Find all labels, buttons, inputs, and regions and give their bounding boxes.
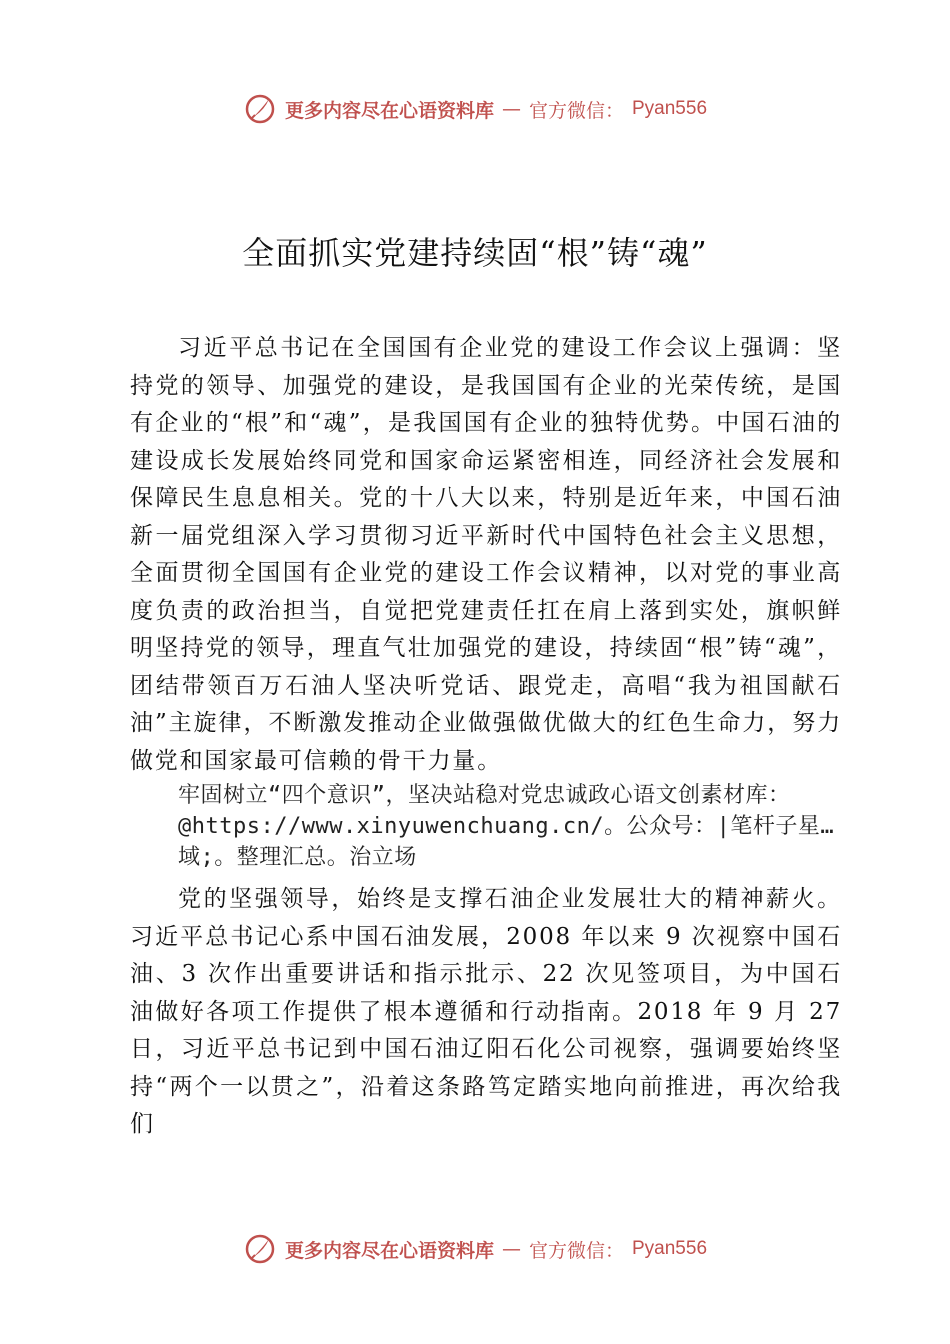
footer-banner — [0, 1232, 950, 1266]
header-separator: — — [501, 98, 521, 120]
quill-logo-icon — [243, 1232, 277, 1266]
paragraph-leadership: 党的坚强领导，始终是支撑石油企业发展壮大的精神薪火。习近平总书记心系中国石油发展，2008 年以来 9 次视察中国石油、3 次作出重要讲话和指示批示、22 次见签项目，为中国石油做好各项工作提供了根本遵循和行动指南。2018 年 9 月 27 日，习近平总书记到中国石油辽阳石化公司视察，强调要始终坚持“两个一以贯之”，沿着这条路笃定踏实地向前推进，再次给我们 — [130, 886, 842, 1137]
document-title: 全面抓实党建持续固“根”铸“魂” — [242, 234, 708, 272]
footer-brand: 更多内容尽在心语资料库 — [284, 1239, 494, 1262]
header-banner — [0, 92, 950, 126]
footer-wechat-id: Pyan556 — [632, 1238, 708, 1259]
footer-label: 官方微信： — [528, 1239, 624, 1262]
inserted-watermark-text: 牢固树立“四个意识”，坚决站稳对党忠诚政心语文创素材库：@https://www.xinyuwenchuang.cn/。公众号：|笔杆子星…域;。整理汇总。治立场 — [178, 783, 835, 870]
header-label: 官方微信： — [528, 99, 624, 122]
paragraph-intro: 习近平总书记在全国国有企业党的建设工作会议上强调：坚持党的领导、加强党的建设，是我国国有企业的光荣传统，是国有企业的“根”和“魂”，是我国国有企业的独特优势。中国石油的建设成长发展始终同党和国家命运紧密相连，同经济社会发展和保障民生息息相关。党的十八大以来，特别是近年来，中国石油新一届党组深入学习贯彻习近平新时代中国特色社会主义思想， 全面贯彻全国国有企业党的建设工作会议精神，以对党的事业高度负责的政治担当，自觉把党建责任扛在肩上落到实处，旗帜鲜明坚持党的领导，理直气壮加强党的建设，持续固“根”铸“魂”， 团结带领百万石油人坚决听党话、跟党走，高唱“我为祖国献石油”主旋律，不断激发推动企业做强做优做大的红色生命力，努力做党和国家最可信赖的骨干力量。 — [130, 335, 842, 774]
document-body — [130, 330, 842, 1144]
footer-separator: — — [501, 1238, 521, 1260]
quill-logo-icon — [243, 92, 277, 126]
header-brand: 更多内容尽在心语资料库 — [284, 99, 494, 122]
header-wechat-id: Pyan556 — [632, 98, 708, 119]
